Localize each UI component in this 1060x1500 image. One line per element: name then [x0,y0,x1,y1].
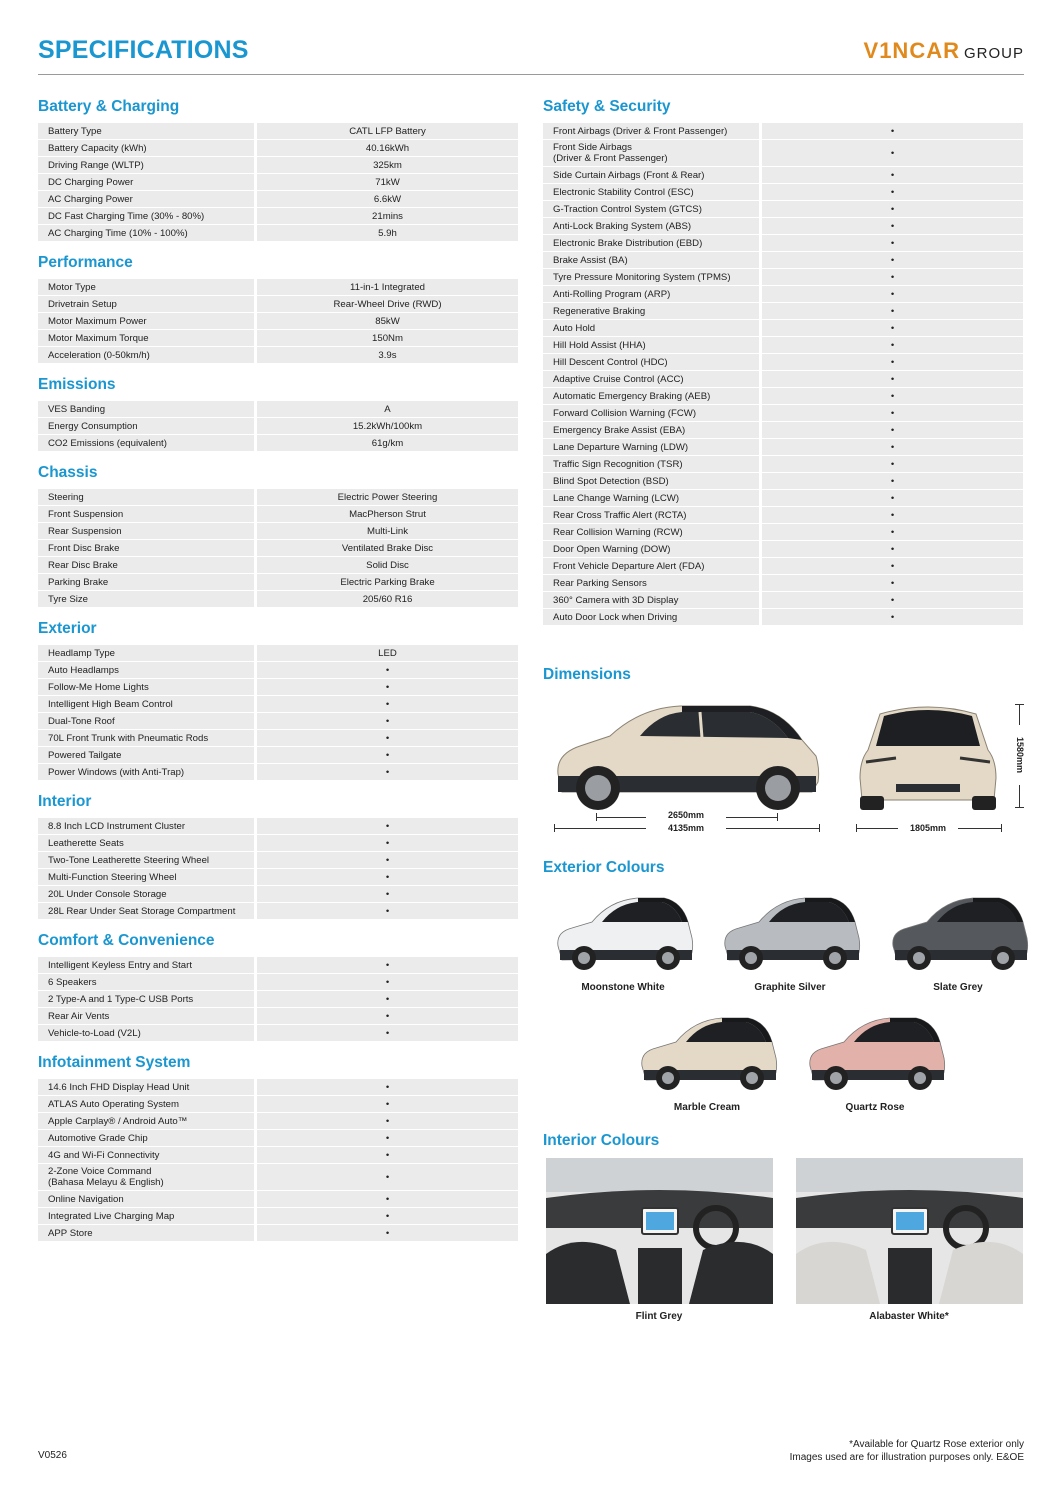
spec-value: Rear-Wheel Drive (RWD) [254,296,518,312]
spec-row [543,524,1023,540]
spec-label: Intelligent High Beam Control [38,696,254,712]
spec-label: Motor Maximum Torque [38,330,254,346]
spec-label: Front Vehicle Departure Alert (FDA) [543,558,759,574]
exterior-colours-title: Exterior Colours [543,859,665,876]
spec-row [38,991,518,1007]
spec-label: Door Open Warning (DOW) [543,541,759,557]
spec-row [38,818,518,834]
spec-row [543,303,1023,319]
spec-table [543,122,1023,626]
spec-label: Lane Change Warning (LCW) [543,490,759,506]
spec-value: • [759,592,1023,608]
spec-value: • [759,507,1023,523]
footnote [790,1438,1024,1464]
spec-label: Parking Brake [38,574,254,590]
colour-name: Quartz Rose [845,1102,905,1113]
spec-row [38,1130,518,1146]
spec-table [38,1078,518,1242]
spec-value: • [254,1191,518,1207]
spec-table [38,400,518,452]
interior-colours-title: Interior Colours [543,1132,660,1149]
spec-label: Automotive Grade Chip [38,1130,254,1146]
spec-label: Emergency Brake Assist (EBA) [543,422,759,438]
spec-value: • [759,123,1023,139]
spec-row [38,1164,518,1190]
spec-row [543,575,1023,591]
spec-label: Rear Collision Warning (RCW) [543,524,759,540]
spec-row [38,225,518,241]
section-title: Chassis [38,464,98,481]
spec-label: 8.8 Inch LCD Instrument Cluster [38,818,254,834]
spec-value: • [759,388,1023,404]
colour-name: Flint Grey [635,1311,683,1322]
spec-label: Side Curtain Airbags (Front & Rear) [543,167,759,183]
spec-label: Rear Cross Traffic Alert (RCTA) [543,507,759,523]
spec-label: 4G and Wi-Fi Connectivity [38,1147,254,1163]
spec-row [543,507,1023,523]
spec-label: Auto Hold [543,320,759,336]
spec-value: • [254,730,518,746]
spec-row [38,1225,518,1241]
spec-label: Brake Assist (BA) [543,252,759,268]
spec-value: • [254,662,518,678]
car-graphite-silver-image [715,888,865,976]
spec-value: • [759,405,1023,421]
spec-row [38,123,518,139]
spec-row [38,957,518,973]
spec-row [543,388,1023,404]
spec-label: ATLAS Auto Operating System [38,1096,254,1112]
car-quartz-rose-image [800,1008,950,1096]
spec-row [38,557,518,573]
spec-label: Anti-Rolling Program (ARP) [543,286,759,302]
spec-value: • [759,575,1023,591]
section-title: Comfort & Convenience [38,932,215,949]
spec-row [38,418,518,434]
spec-row [38,662,518,678]
spec-label: Power Windows (with Anti-Trap) [38,764,254,780]
spec-row [38,330,518,346]
spec-label: 360° Camera with 3D Display [543,592,759,608]
spec-row [38,1147,518,1163]
section-title: Safety & Security [543,98,671,115]
height-label: 1580mm [1015,725,1025,785]
spec-value: • [759,269,1023,285]
spec-row [38,591,518,607]
spec-row [38,974,518,990]
spec-value: 71kW [254,174,518,190]
spec-row [38,747,518,763]
spec-row [543,371,1023,387]
spec-label: Electronic Brake Distribution (EBD) [543,235,759,251]
car-marble-cream-image [632,1008,782,1096]
left-column [38,96,518,1252]
header-divider [38,74,1024,75]
spec-table [38,644,518,781]
spec-value: • [759,422,1023,438]
spec-row [543,140,1023,166]
right-column [543,96,1023,636]
brand-logo [864,38,1024,64]
spec-label: Drivetrain Setup [38,296,254,312]
spec-label: Battery Type [38,123,254,139]
spec-row [543,354,1023,370]
spec-row [38,1191,518,1207]
spec-row [543,337,1023,353]
spec-label: 2-Zone Voice Command (Bahasa Melayu & English) [38,1164,254,1190]
spec-label: Auto Door Lock when Driving [543,609,759,625]
spec-row [543,439,1023,455]
spec-value: • [254,1096,518,1112]
spec-label: Automatic Emergency Braking (AEB) [543,388,759,404]
spec-table [38,122,518,242]
spec-label: G-Traction Control System (GTCS) [543,201,759,217]
spec-row [38,174,518,190]
spec-label: Steering [38,489,254,505]
spec-row [38,1008,518,1024]
spec-label: Powered Tailgate [38,747,254,763]
spec-value: 3.9s [254,347,518,363]
spec-value: • [759,252,1023,268]
spec-label: APP Store [38,1225,254,1241]
spec-label: Adaptive Cruise Control (ACC) [543,371,759,387]
spec-label: DC Fast Charging Time (30% - 80%) [38,208,254,224]
spec-row [38,489,518,505]
spec-label: Front Disc Brake [38,540,254,556]
spec-value: • [759,439,1023,455]
interior-flint-grey-image [546,1158,773,1304]
spec-value: Electric Power Steering [254,489,518,505]
spec-row [38,730,518,746]
footnote-availability: *Available for Quartz Rose exterior only [849,1439,1024,1450]
spec-value: Multi-Link [254,523,518,539]
spec-value: • [759,490,1023,506]
spec-value: • [759,473,1023,489]
spec-row [543,286,1023,302]
spec-value: • [759,303,1023,319]
spec-row [38,679,518,695]
spec-row [543,456,1023,472]
spec-value: • [254,1147,518,1163]
spec-row [543,184,1023,200]
colour-name: Graphite Silver [754,982,826,993]
spec-label: 6 Speakers [38,974,254,990]
spec-value: • [759,524,1023,540]
spec-row [543,558,1023,574]
spec-value: 40.16kWh [254,140,518,156]
spec-value: • [759,609,1023,625]
spec-row [543,123,1023,139]
spec-label: Front Suspension [38,506,254,522]
spec-row [38,540,518,556]
spec-row [38,696,518,712]
car-side-view [550,696,824,814]
spec-label: DC Charging Power [38,174,254,190]
spec-value: Electric Parking Brake [254,574,518,590]
spec-value: • [759,167,1023,183]
brand-name: V1NCAR [863,38,960,63]
spec-value: • [759,201,1023,217]
spec-value: • [254,696,518,712]
document-code: V0526 [38,1450,67,1461]
spec-table [38,488,518,608]
spec-value: • [759,337,1023,353]
spec-row [38,401,518,417]
spec-value: • [759,456,1023,472]
spec-value: • [254,713,518,729]
spec-label: Integrated Live Charging Map [38,1208,254,1224]
spec-value: 205/60 R16 [254,591,518,607]
spec-value: • [254,764,518,780]
wheelbase-label: 2650mm [646,810,726,820]
spec-value: 5.9h [254,225,518,241]
spec-value: 11-in-1 Integrated [254,279,518,295]
spec-label: Regenerative Braking [543,303,759,319]
spec-value: • [254,1130,518,1146]
spec-label: VES Banding [38,401,254,417]
spec-value: CATL LFP Battery [254,123,518,139]
spec-label: Traffic Sign Recognition (TSR) [543,456,759,472]
spec-value: • [254,1225,518,1241]
spec-row [38,835,518,851]
spec-value: • [254,974,518,990]
footnote-disclaimer: Images used are for illustration purposes only. E&OE [789,1452,1024,1463]
section-title: Battery & Charging [38,98,180,115]
spec-label: Rear Suspension [38,523,254,539]
spec-label: Front Side Airbags (Driver & Front Passenger) [543,140,759,166]
spec-label: Intelligent Keyless Entry and Start [38,957,254,973]
spec-label: Forward Collision Warning (FCW) [543,405,759,421]
spec-row [38,296,518,312]
spec-label: CO2 Emissions (equivalent) [38,435,254,451]
spec-label: Driving Range (WLTP) [38,157,254,173]
spec-value: • [254,1208,518,1224]
spec-value: Ventilated Brake Disc [254,540,518,556]
spec-row [38,1096,518,1112]
spec-value: 150Nm [254,330,518,346]
spec-value: Solid Disc [254,557,518,573]
spec-row [38,506,518,522]
spec-value: • [759,286,1023,302]
section-exterior [38,618,518,781]
spec-value: • [759,541,1023,557]
spec-row [543,201,1023,217]
car-front-view [856,700,1000,812]
spec-row [543,252,1023,268]
section-title: Exterior [38,620,97,637]
spec-label: Apple Carplay® / Android Auto™ [38,1113,254,1129]
car-moonstone-white-image [548,888,698,976]
spec-value: 85kW [254,313,518,329]
interior-alabaster-white-image [796,1158,1023,1304]
car-slate-grey-image [883,888,1033,976]
section-safety-security [543,96,1023,626]
spec-row [38,1208,518,1224]
spec-row [38,713,518,729]
spec-label: Acceleration (0-50km/h) [38,347,254,363]
colour-name: Moonstone White [581,982,665,993]
spec-row [543,473,1023,489]
spec-label: Motor Maximum Power [38,313,254,329]
spec-label: Follow-Me Home Lights [38,679,254,695]
section-infotainment-system [38,1052,518,1242]
spec-label: Hill Hold Assist (HHA) [543,337,759,353]
colour-name: Marble Cream [673,1102,741,1113]
spec-value: 21mins [254,208,518,224]
spec-value: • [759,371,1023,387]
spec-row [543,592,1023,608]
section-interior [38,791,518,920]
spec-row [543,490,1023,506]
section-emissions [38,374,518,452]
spec-row [543,541,1023,557]
spec-value: LED [254,645,518,661]
spec-value: • [254,747,518,763]
spec-label: Multi-Function Steering Wheel [38,869,254,885]
spec-row [543,609,1023,625]
spec-row [38,903,518,919]
spec-value: • [759,558,1023,574]
spec-value: • [759,320,1023,336]
spec-table [38,278,518,364]
spec-value: • [759,218,1023,234]
spec-label: 70L Front Trunk with Pneumatic Rods [38,730,254,746]
spec-label: Tyre Size [38,591,254,607]
spec-row [38,140,518,156]
spec-label: Leatherette Seats [38,835,254,851]
spec-label: Blind Spot Detection (BSD) [543,473,759,489]
spec-value: • [254,869,518,885]
spec-value: • [254,1113,518,1129]
spec-value: 325km [254,157,518,173]
spec-row [543,320,1023,336]
spec-row [38,347,518,363]
spec-value: • [254,818,518,834]
spec-value: • [254,886,518,902]
spec-label: Auto Headlamps [38,662,254,678]
spec-row [38,157,518,173]
spec-row [543,269,1023,285]
section-chassis [38,462,518,608]
spec-value: • [254,852,518,868]
spec-value: • [759,140,1023,166]
colour-name: Slate Grey [933,982,983,993]
colour-name: Alabaster White* [869,1311,949,1322]
spec-value: A [254,401,518,417]
spec-label: Electronic Stability Control (ESC) [543,184,759,200]
spec-value: • [254,991,518,1007]
spec-value: • [759,184,1023,200]
spec-value: • [254,1008,518,1024]
spec-value: • [254,1079,518,1095]
spec-label: Dual-Tone Roof [38,713,254,729]
spec-value: • [254,903,518,919]
spec-label: Tyre Pressure Monitoring System (TPMS) [543,269,759,285]
spec-row [38,869,518,885]
spec-value: • [254,1025,518,1041]
spec-value: • [254,1164,518,1190]
spec-label: AC Charging Time (10% - 100%) [38,225,254,241]
spec-row [38,764,518,780]
width-label: 1805mm [898,823,958,833]
brand-suffix: GROUP [963,45,1024,62]
length-label: 4135mm [646,823,726,833]
spec-row [38,435,518,451]
spec-label: Hill Descent Control (HDC) [543,354,759,370]
spec-label: AC Charging Power [38,191,254,207]
spec-label: Rear Disc Brake [38,557,254,573]
spec-row [38,574,518,590]
spec-row [38,852,518,868]
spec-label: Rear Parking Sensors [543,575,759,591]
spec-row [38,191,518,207]
spec-row [543,218,1023,234]
spec-label: Rear Air Vents [38,1008,254,1024]
spec-label: Lane Departure Warning (LDW) [543,439,759,455]
spec-label: Motor Type [38,279,254,295]
spec-label: Front Airbags (Driver & Front Passenger) [543,123,759,139]
spec-row [38,279,518,295]
spec-value: • [254,679,518,695]
spec-label: Two-Tone Leatherette Steering Wheel [38,852,254,868]
spec-row [38,645,518,661]
spec-label: 2 Type-A and 1 Type-C USB Ports [38,991,254,1007]
spec-row [543,422,1023,438]
spec-value: 61g/km [254,435,518,451]
spec-table [38,817,518,920]
section-comfort-convenience [38,930,518,1042]
spec-value: • [759,235,1023,251]
spec-label: Anti-Lock Braking System (ABS) [543,218,759,234]
spec-label: Energy Consumption [38,418,254,434]
spec-row [38,1113,518,1129]
spec-row [543,405,1023,421]
section-title: Infotainment System [38,1054,191,1071]
section-battery-charging [38,96,518,242]
spec-row [38,208,518,224]
spec-row [543,235,1023,251]
spec-value: • [254,957,518,973]
spec-row [38,313,518,329]
spec-label: 14.6 Inch FHD Display Head Unit [38,1079,254,1095]
spec-value: • [254,835,518,851]
section-performance [38,252,518,364]
page-title: SPECIFICATIONS [38,36,249,64]
spec-label: Battery Capacity (kWh) [38,140,254,156]
spec-row [38,1025,518,1041]
spec-label: Headlamp Type [38,645,254,661]
spec-value: • [759,354,1023,370]
spec-label: 20L Under Console Storage [38,886,254,902]
spec-value: MacPherson Strut [254,506,518,522]
spec-value: 15.2kWh/100km [254,418,518,434]
spec-label: 28L Rear Under Seat Storage Compartment [38,903,254,919]
spec-row [543,167,1023,183]
section-title: Emissions [38,376,116,393]
spec-table [38,956,518,1042]
spec-row [38,886,518,902]
spec-label: Vehicle-to-Load (V2L) [38,1025,254,1041]
section-title: Interior [38,793,92,810]
spec-row [38,523,518,539]
spec-value: 6.6kW [254,191,518,207]
spec-label: Online Navigation [38,1191,254,1207]
section-title: Performance [38,254,133,271]
dimensions-title: Dimensions [543,666,631,683]
spec-row [38,1079,518,1095]
